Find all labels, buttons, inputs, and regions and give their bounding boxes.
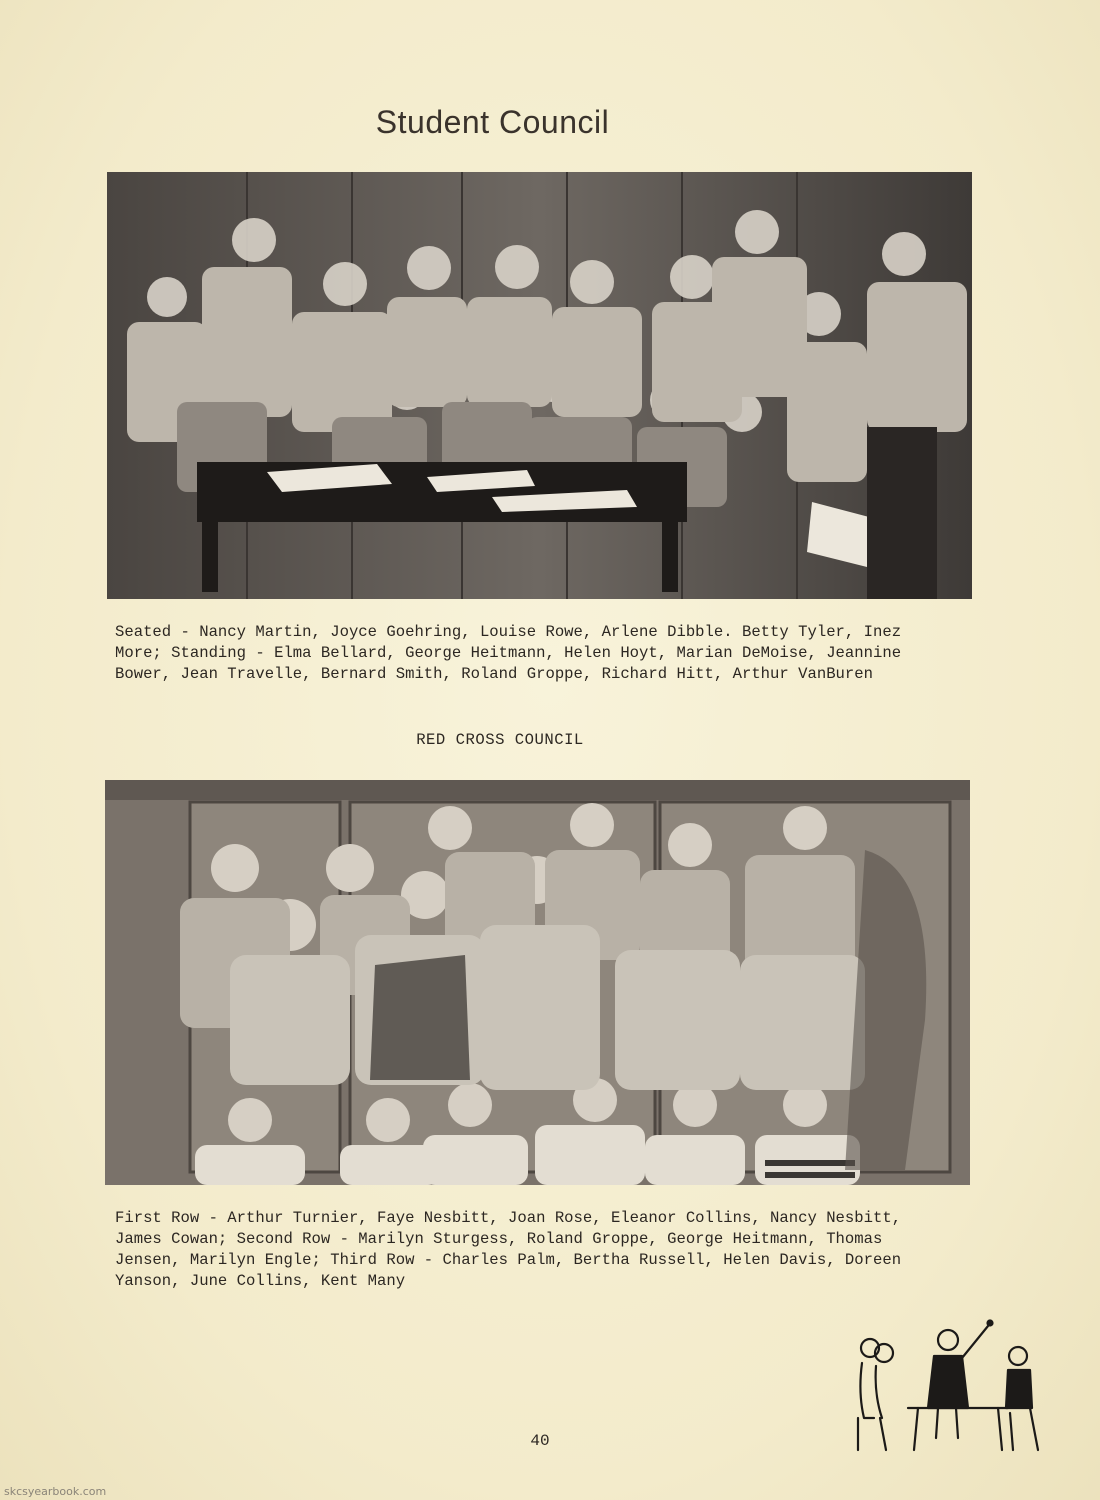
page-title: Student Council <box>375 104 610 140</box>
student-council-caption: Seated - Nancy Martin, Joyce Goehring, Louise Rowe, Arlene Dibble. Betty Tyler, Inez More; Standing - Elma Bellard, George Heitmann, Helen Hoyt, Marian DeMoise, Jeannine Bower, Jean Travelle, Bernard Smith, Roland Groppe, Richard Hitt, Arthur VanBuren <box>115 623 902 683</box>
red-cross-heading: RED CROSS COUNCIL <box>416 731 584 749</box>
watermark: skcsyearbook.com <box>4 1485 107 1498</box>
page-number: 40 <box>530 1432 550 1450</box>
student-council-photo-graphic <box>107 172 972 599</box>
red-cross-council-photo-graphic <box>105 780 970 1185</box>
student-council-photo <box>107 172 972 599</box>
red-cross-caption: First Row - Arthur Turnier, Faye Nesbitt, Joan Rose, Eleanor Collins, Nancy Nesbitt, James Cowan; Second Row - Marilyn Sturgess, Roland Groppe, George Heitmann, Thomas Jensen, Marilyn Engle; Third Row - Charles Palm, Bertha Russell, Helen Davis, Doreen Yanson, June Collins, Kent Many <box>115 1209 902 1290</box>
red-cross-council-photo <box>105 780 970 1185</box>
